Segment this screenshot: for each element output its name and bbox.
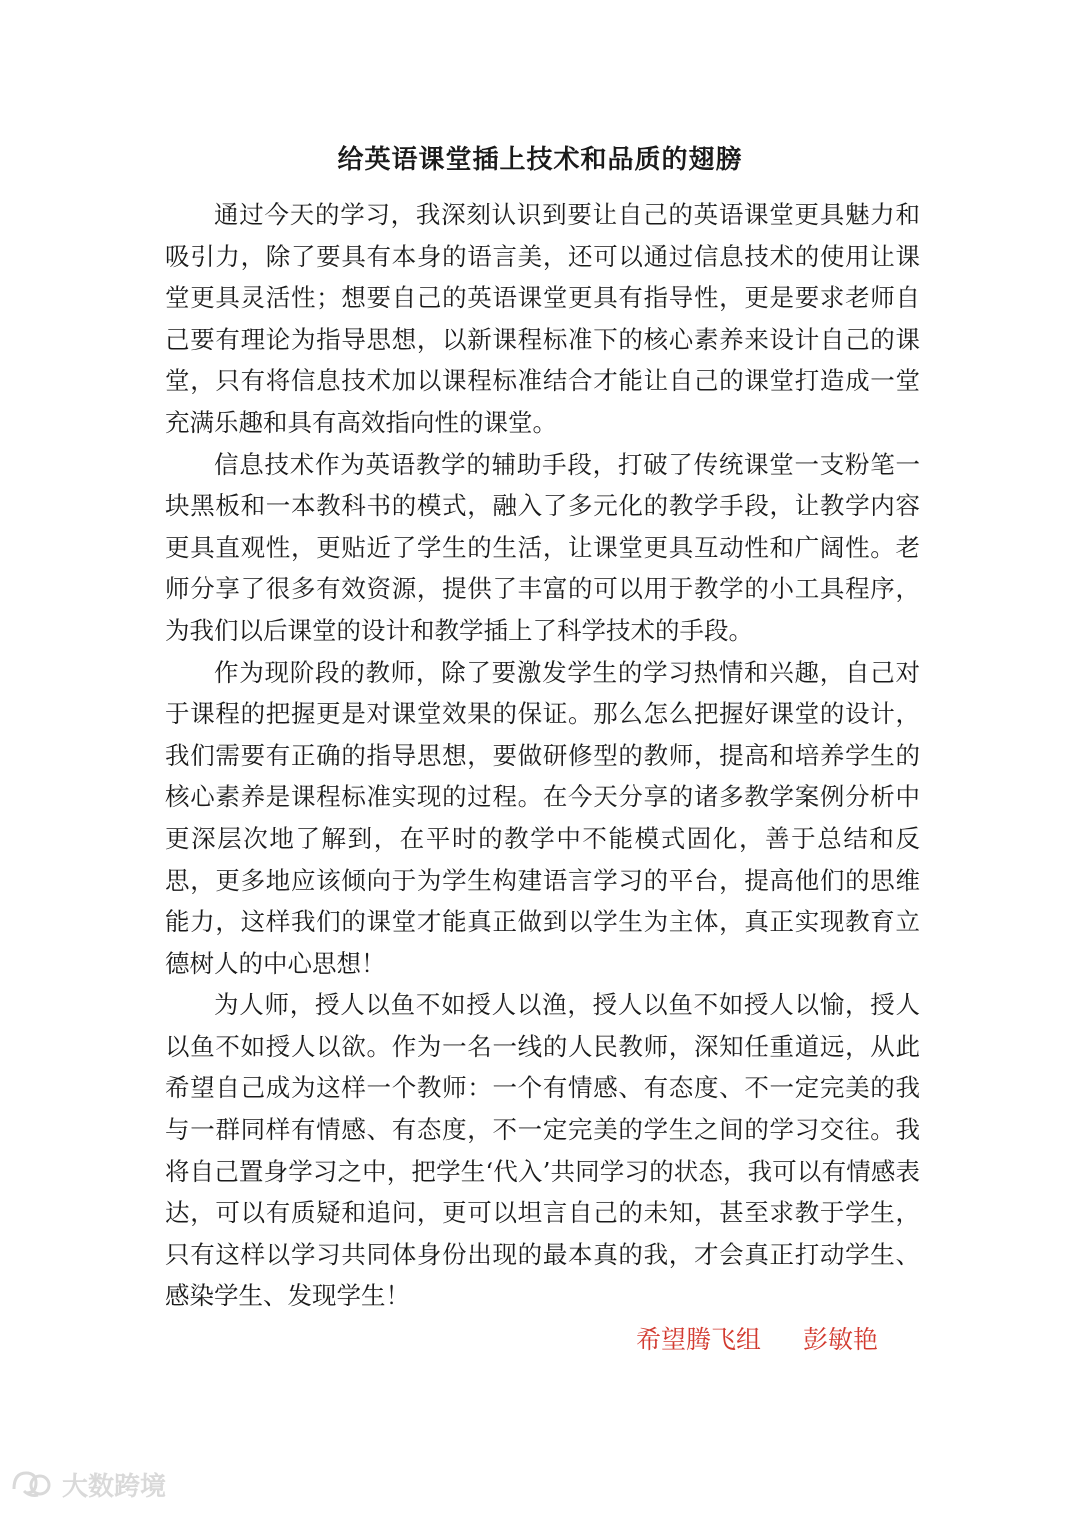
watermark-text: 大数跨境: [62, 1471, 167, 1502]
paragraph-3: 作为现阶段的教师，除了要激发学生的学习热情和兴趣，自己对于课程的把握更是对课堂效果的保证。那么怎么把握好课堂的设计，我们需要有正确的指导思想，要做研修型的教师，提高和培养学生的核心素养是课程标准实现的过程。在今天分享的诸多教学案例分析中更深层次地了解到，在平时的教学中不能模式固化，善于总结和反思，更多地应该倾向于为学生构建语言学习的平台，提高他们的思维能力，这样我们的课堂才能真正做到以学生为主体，真正实现教育立德树人的中心思想！: [165, 657, 920, 978]
signature-group: 希望腾飞组: [636, 1325, 762, 1354]
document-title: 给英语课堂插上技术和品质的翅膀: [337, 145, 743, 175]
document-body: [165, 194, 920, 1317]
signature: [636, 1322, 936, 1358]
watermark: [10, 1460, 166, 1508]
paragraph-2: 信息技术作为英语教学的辅助手段，打破了传统课堂一支粉笔一块黑板和一本教科书的模式，融入了多元化的教学手段，让教学内容更具直观性，更贴近了学生的生活，让课堂更具互动性和广阔性。老师分享了很多有效资源，提供了丰富的可以用于教学的小工具程序，为我们以后课堂的设计和教学插上了科学技术的手段。: [165, 449, 920, 645]
paragraph-4: 为人师，授人以鱼不如授人以渔，授人以鱼不如授人以愉，授人以鱼不如授人以欲。作为一名一线的人民教师，深知任重道远，从此希望自己成为这样一个教师：一个有情感、有态度、不一定完美的我与一群同样有情感、有态度，不一定完美的学生之间的学习交往。我将自己置身学习之中，把学生‘代入’共同学习的状态，我可以有情感表达，可以有质疑和追问，更可以坦言自己的未知，甚至求教于学生，只有这样以学习共同体身份出现的最本真的我，才会真正打动学生、感染学生、发现学生！: [165, 990, 920, 1311]
logo-icon: [10, 1467, 56, 1501]
signature-author: 彭敏艳: [803, 1325, 879, 1354]
paragraph-1: 通过今天的学习，我深刻认识到要让自己的英语课堂更具魅力和吸引力，除了要具有本身的语言美，还可以通过信息技术的使用让课堂更具灵活性；想要自己的英语课堂更具有指导性，更是要求老师自己要有理论为指导思想，以新课程标准下的核心素养来设计自己的课堂，只有将信息技术加以课程标准结合才能让自己的课堂打造成一堂充满乐趣和具有高效指向性的课堂。: [165, 200, 920, 437]
